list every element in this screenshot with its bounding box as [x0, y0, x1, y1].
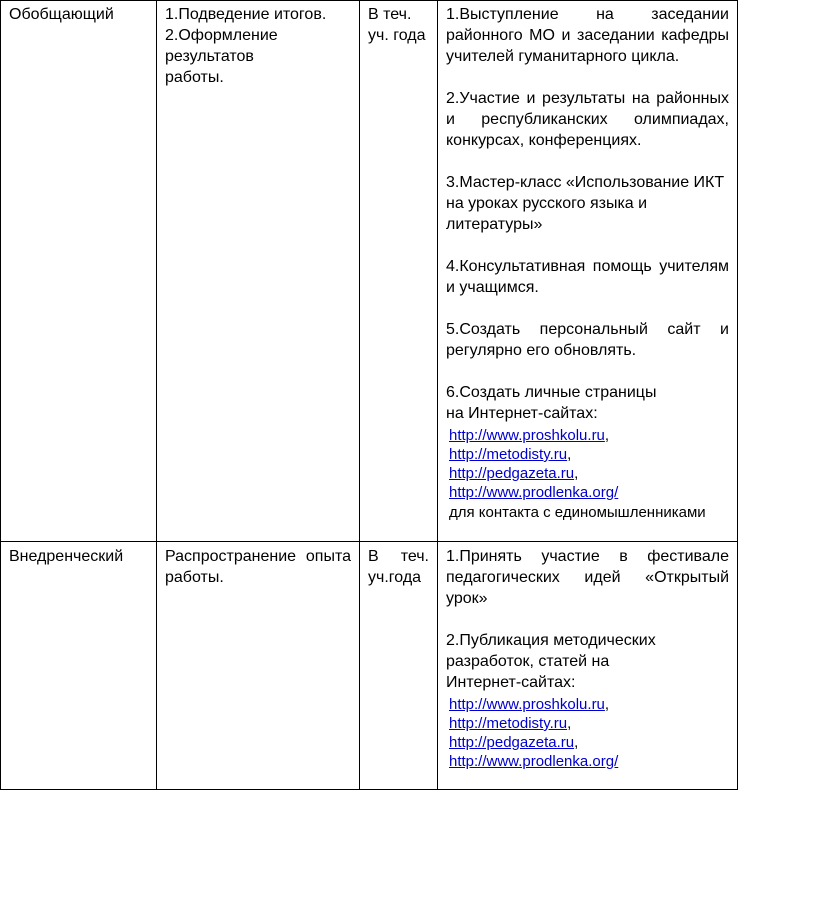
result-item: 4.Консультативная помощь учителям и учащимся. — [446, 258, 729, 296]
actions-cell — [157, 1, 360, 542]
stage-cell — [1, 1, 157, 542]
result-item: 2.Участие и результаты на районных и республиканских олимпиадах, конкурсах, конференциях. — [446, 90, 729, 149]
action-item: Распространение опыта работы. — [165, 548, 351, 586]
result-item: 2.Публикация методических разработок, статей на Интернет-сайтах: — [446, 632, 656, 691]
timing-cell — [360, 1, 438, 542]
link-list: http://www.proshkolu.ru, http://metodisty.ru, http://pedgazeta.ru, http://www.prodlenka.org/ — [449, 427, 619, 501]
actions-cell — [157, 542, 360, 790]
metodisty-link[interactable]: http://metodisty.ru — [449, 446, 568, 463]
timing-text: В теч. уч.года — [368, 548, 429, 586]
table-row — [1, 1, 738, 542]
prodlenka-link[interactable]: http://www.prodlenka.org/ — [449, 484, 619, 501]
results-cell — [438, 542, 738, 790]
action-item: 1.Подведение итогов. — [165, 6, 327, 23]
pedgazeta-link[interactable]: http://pedgazeta.ru — [449, 465, 575, 482]
contact-note: для контакта с единомышленниками — [449, 504, 706, 521]
result-item: 1.Принять участие в фестивале педагогических идей «Открытый урок» — [446, 548, 729, 607]
proshkolu-link[interactable]: http://www.proshkolu.ru — [449, 427, 605, 444]
result-item: 6.Создать личные страницы на Интернет-сайтах: — [446, 384, 657, 422]
table-row — [1, 542, 738, 790]
timing-text: В теч. уч. года — [368, 6, 426, 44]
results-cell — [438, 1, 738, 542]
action-item: 2.Оформление результатов работы. — [165, 27, 278, 86]
result-item: 1.Выступление на заседании районного МО и заседании кафедры учителей гуманитарного цикла. — [446, 6, 729, 65]
metodisty-link[interactable]: http://metodisty.ru — [449, 715, 568, 732]
proshkolu-link[interactable]: http://www.proshkolu.ru — [449, 696, 605, 713]
pedgazeta-link[interactable]: http://pedgazeta.ru — [449, 734, 575, 751]
stage-cell — [1, 542, 157, 790]
prodlenka-link[interactable]: http://www.prodlenka.org/ — [449, 753, 619, 770]
stage-name: Внедренческий — [9, 548, 124, 565]
link-list: http://www.proshkolu.ru, http://metodisty.ru, http://pedgazeta.ru, http://www.prodlenka.org/ — [449, 696, 619, 770]
result-item: 5.Создать персональный сайт и регулярно его обновлять. — [446, 321, 729, 359]
stage-name: Обобщающий — [9, 6, 114, 23]
result-item: 3.Мастер-класс «Использование ИКТ на уроках русского языка и литературы» — [446, 174, 725, 233]
timing-cell — [360, 542, 438, 790]
